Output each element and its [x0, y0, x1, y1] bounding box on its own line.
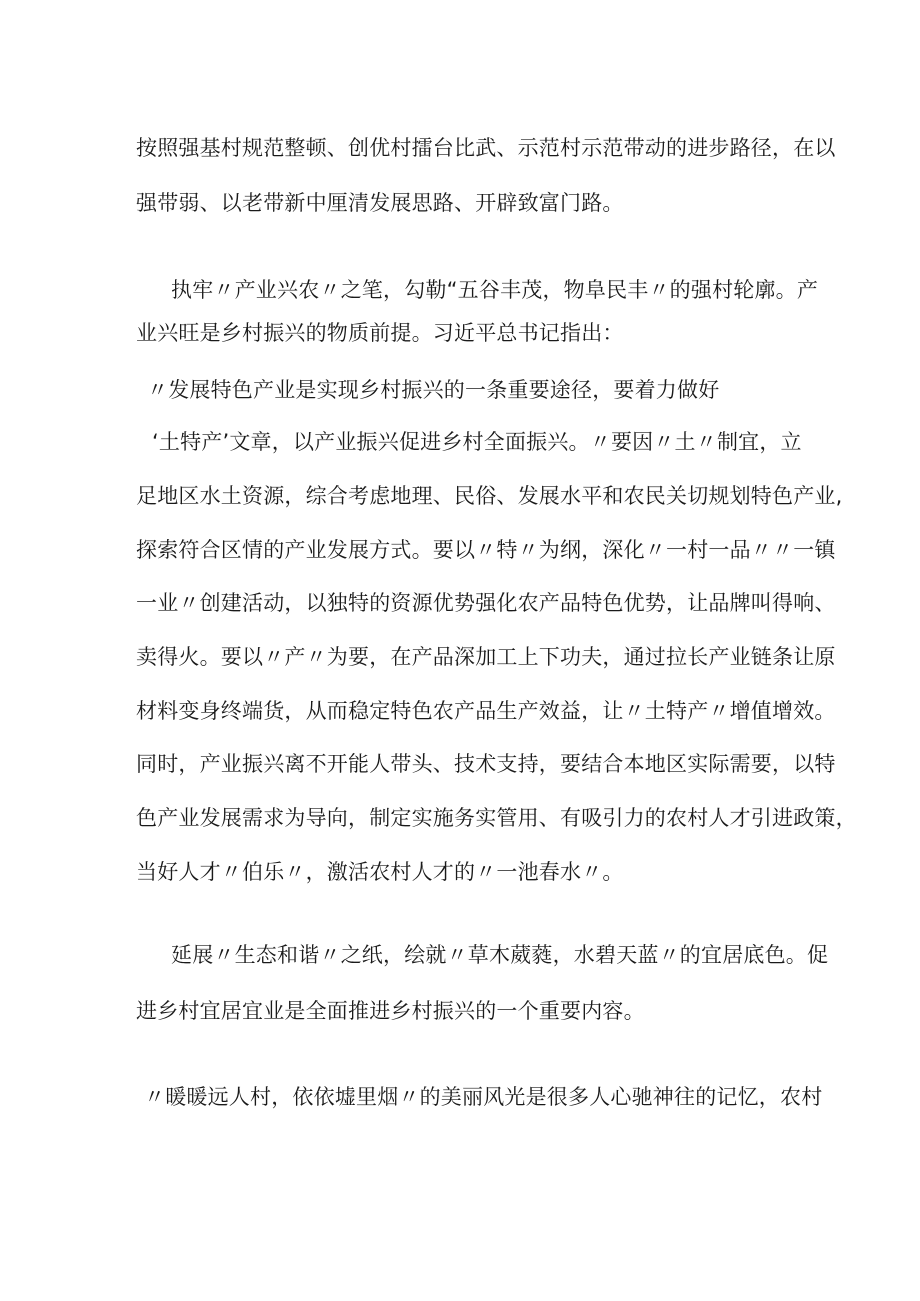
paragraph-4-line-1: 〃暖暖远人村，依依墟里烟〃的美丽风光是很多人心驰神往的记忆，农村	[144, 1085, 823, 1109]
paragraph-2-line-4: ‘土特产’文章，以产业振兴促进乡村全面振兴。〃要因〃土〃制宜，立	[152, 430, 802, 454]
paragraph-2-line-9: 材料变身终端货，从而稳定特色农产品生产效益，让〃土特产〃增值增效。	[136, 699, 836, 723]
paragraph-2-line-1: 执牢〃产业兴农〃之笔，勾勒“五谷丰茂，物阜民丰〃的强村轮廓。产	[171, 278, 819, 302]
paragraph-1-line-1: 按照强基村规范整顿、创优村擂台比武、示范村示范带动的进步路径，在以	[136, 136, 836, 160]
paragraph-2-line-2: 业兴旺是乡村振兴的物质前提。习近平总书记指出：	[136, 321, 624, 345]
paragraph-3-line-2: 进乡村宜居宜业是全面推进乡村振兴的一个重要内容。	[136, 999, 645, 1023]
paragraph-2-line-11: 色产业发展需求为导向，制定实施务实管用、有吸引力的农村人才引进政策，	[136, 806, 857, 830]
paragraph-2-line-8: 卖得火。要以〃产〃为要，在产品深加工上下功夫，通过拉长产业链条让原	[136, 645, 836, 669]
paragraph-2-line-6: 探索符合区情的产业发展方式。要以〃特〃为纲，深化〃一村一品〃〃一镇	[136, 538, 836, 562]
paragraph-2-line-3: 〃发展特色产业是实现乡村振兴的一条重要途径，要着力做好	[147, 378, 720, 402]
paragraph-2-line-10: 同时，产业振兴离不开能人带头、技术支持，要结合本地区实际需要，以特	[136, 752, 836, 776]
paragraph-3-line-1: 延展〃生态和谐〃之纸，绘就〃草木葳蕤，水碧天蓝〃的宜居底色。促	[171, 943, 829, 967]
paragraph-2-line-7: 一业〃创建活动，以独特的资源优势强化农产品特色优势，让品牌叫得响、	[136, 591, 836, 615]
paragraph-2-line-5: 足地区水土资源，综合考虑地理、民俗、发展水平和农民关切规划特色产业,	[136, 484, 843, 508]
paragraph-2-line-12: 当好人才〃伯乐〃，激活农村人才的〃一池春水〃。	[136, 860, 624, 884]
paragraph-1-line-2: 强带弱、以老带新中厘清发展思路、开辟致富门路。	[136, 191, 624, 215]
